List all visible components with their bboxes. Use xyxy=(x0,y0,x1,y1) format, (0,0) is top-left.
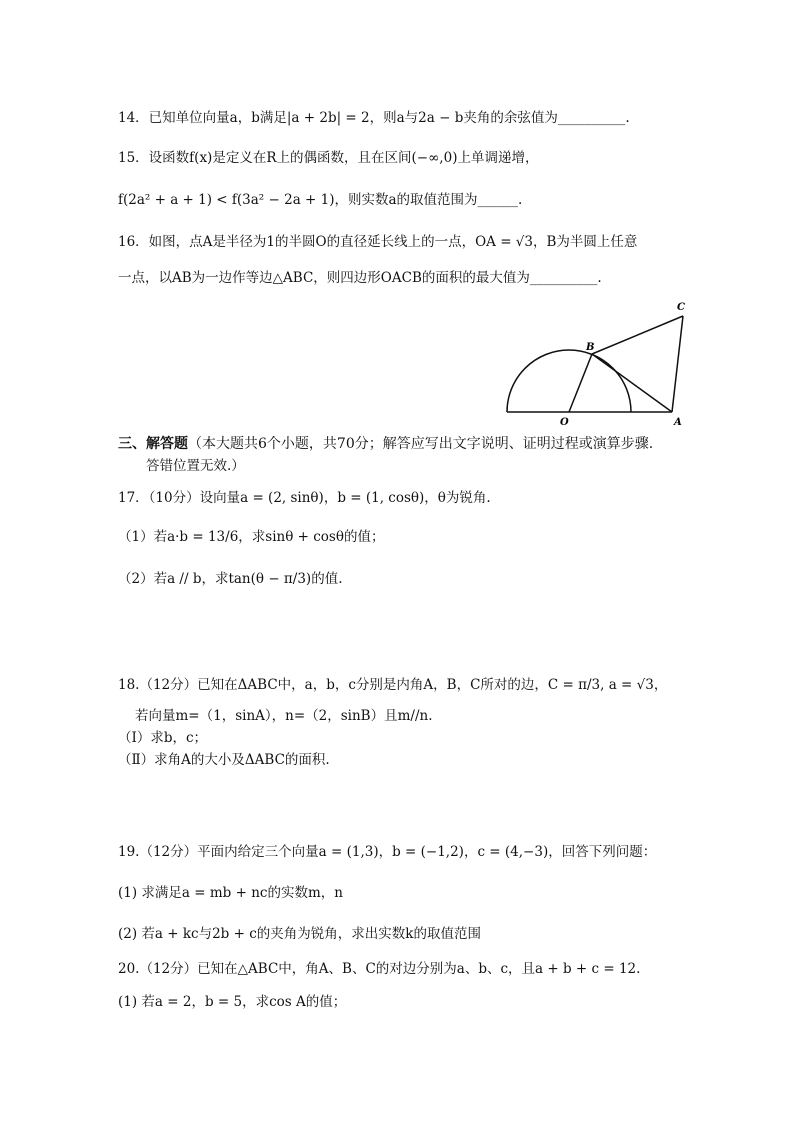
question-18-part1: （Ⅰ）求b，c； xyxy=(118,730,208,746)
question-15-line2: f(2a² + a + 1) < f(3a² − 2a + 1)，则实数a的取值范围为______. xyxy=(118,192,523,208)
question-17-part1: （1）若a·b = 13/6，求sinθ + cosθ的值； xyxy=(118,529,385,545)
question-17-part2: （2）若a // b，求tan(θ − π/3)的值. xyxy=(118,571,343,587)
segment-OB xyxy=(569,354,592,412)
question-19-part1: (1) 求满足a = mb + nc的实数m，n xyxy=(118,885,343,901)
label-C: C xyxy=(677,302,685,313)
section-3-title: 三、解答题 xyxy=(118,436,188,452)
question-17: 17．（10分）设向量a = (2, sinθ)，b = (1, cosθ)，θ为锐角. xyxy=(118,490,491,506)
segment-AB xyxy=(592,354,672,412)
question-18-condition: 若向量m=（1，sinA），n=（2，sinB）且m//n. xyxy=(135,708,433,724)
figure-lines xyxy=(507,316,683,412)
question-15-line1: 15．设函数f(x)是定义在R上的偶函数，且在区间(−∞,0)上单调递增， xyxy=(118,150,539,166)
semicircle-figure xyxy=(500,298,700,428)
label-B: B xyxy=(586,342,595,353)
question-20: 20.（12分）已知在△ABC中，角A、B、C的对边分别为a、b、c，且a + b + c = 12. xyxy=(118,961,641,977)
section-3-note-cont: 答错位置无效.） xyxy=(146,458,245,474)
question-14: 14．已知单位向量a，b满足|a + 2b| = 2，则a与2a − b夹角的余弦值为__________. xyxy=(118,110,630,126)
question-18: 18.（12分）已知在ΔABC中，a，b，c分别是内角A，B，C所对的边，C = π/3, a = √3， xyxy=(118,677,668,693)
semicircle-arc xyxy=(507,350,631,412)
label-O: O xyxy=(560,417,569,428)
question-16-line2: 一点，以AB为一边作等边△ABC，则四边形OACB的面积的最大值为__________. xyxy=(118,270,602,286)
question-20-part1: (1) 若a = 2，b = 5，求cos A的值； xyxy=(118,994,347,1010)
segment-BC xyxy=(592,316,683,354)
label-A: A xyxy=(674,417,682,428)
question-16-line1: 16．如图，点A是半径为1的半圆O的直径延长线上的一点，OA = √3，B为半圆上任意 xyxy=(118,234,638,250)
segment-CA xyxy=(672,316,683,412)
question-18-part2: （Ⅱ）求角A的大小及ΔABC的面积. xyxy=(118,752,330,768)
question-19-part2: (2) 若a + kc与2b + c的夹角为锐角，求出实数k的取值范围 xyxy=(118,926,481,942)
question-19: 19.（12分）平面内给定三个向量a = (1,3)，b = (−1,2)，c = (4,−3)，回答下列问题： xyxy=(118,844,657,860)
section-3-note: （本大题共6个小题，共70分；解答应写出文字说明、证明过程或演算步骤. xyxy=(188,436,654,452)
section-3-header xyxy=(118,434,653,454)
